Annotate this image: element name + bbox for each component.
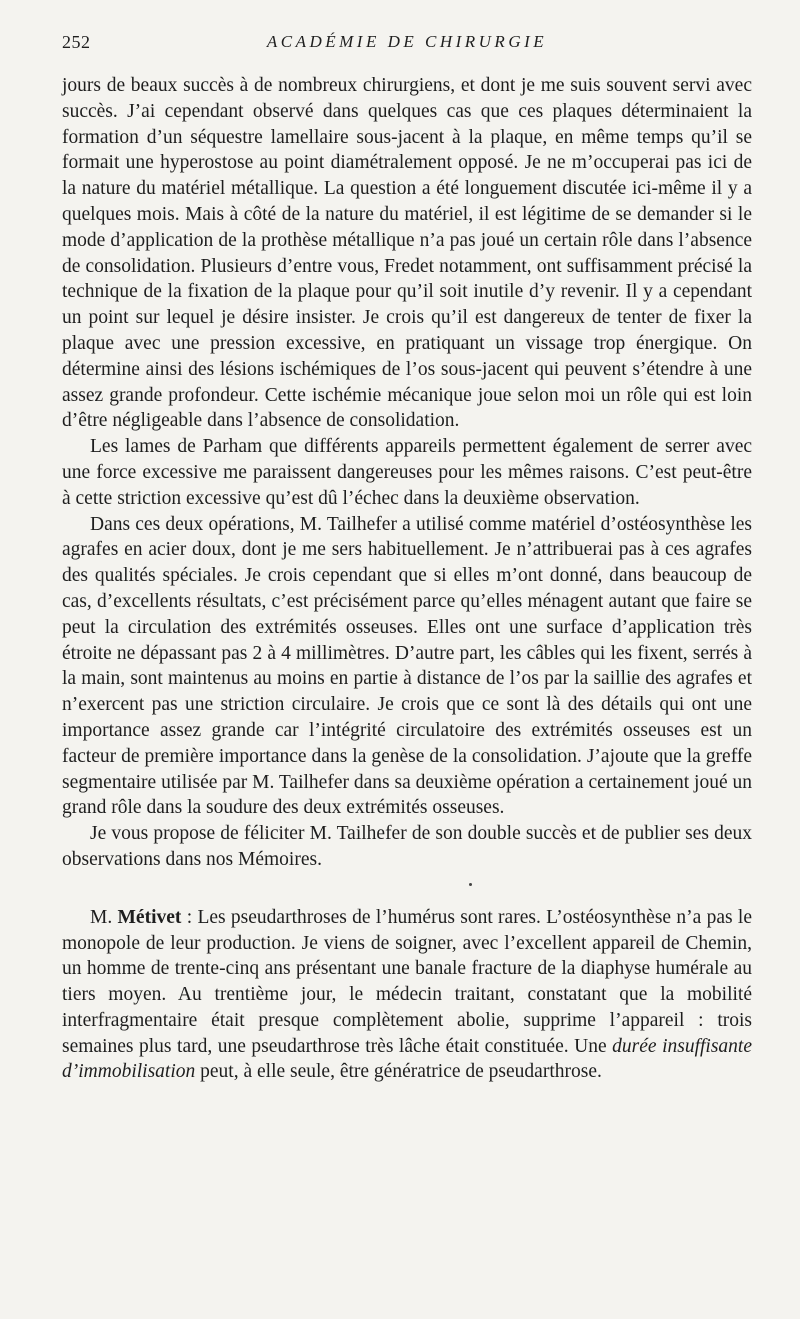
paragraph-conclusion: Je vous propose de féliciter M. Tailhefer de son double succès et de publier ses deux observations dans nos Mémoires. [62,823,752,870]
page-number: 252 [62,32,91,52]
separator-mark [469,883,472,886]
paragraph-parham-plates: Les lames de Parham que différents appareils permettent également de serrer avec une force excessive me paraissent dangereuses pour les mêmes raisons. C’est peut-être à cette striction excessive qu’est dû l’échec dans la deuxième observation. [62,436,752,509]
speaker-name: Métivet [117,906,182,928]
paragraph-metivet [62,905,752,1086]
speaker-prefix: M. [90,906,118,928]
page-header [62,32,752,56]
body-text [62,73,752,1085]
italic-emphasis: durée insuffisante d’immobilisation [62,1035,752,1083]
metivet-text-end: peut, à elle seule, être génératrice de pseudarthrose. [195,1061,602,1083]
paragraph-tailhefer-agrafes: Dans ces deux opérations, M. Tailhefer a utilisé comme matériel d’ostéosynthèse les agrafes en acier doux, dont je me sers habituellement. Je n’attribuerai pas à ces agrafes des qualités spéciales. Je crois cependant que si elles m’ont donné, dans beaucoup de cas, d’excellents résultats, c’est précisément parce qu’elles ménagent autant que faire se peut la circulation des extrémités osseuses. Elles ont une surface d’application très étroite ne dépassant pas 2 à 4 millimètres. D’autre part, les câbles qui les fixent, serrés à la main, sont maintenus au moins en partie à distance de l’os par la saillie des agrafes et n’exercent pas une striction circulaire. Je crois que ce sont là des détails qui ont une importance assez grande car l’intégrité circulatoire des extrémités osseuses est un facteur de première importance dans la genèse de la consolidation. J’ajoute que la greffe segmentaire utilisée par M. Tailhefer dans sa deuxième opération a certainement joué un grand rôle dans la soudure des deux extrémités osseuses. [62,513,752,819]
section-separator [62,873,752,905]
running-head: ACADÉMIE DE CHIRURGIE [266,32,548,51]
paragraph-continuation: jours de beaux succès à de nombreux chirurgiens, et dont je me suis souvent servi avec succès. J’ai cependant observé dans quelques cas que ces plaques déterminaient la formation d’un séquestre lamellaire sous-jacent à la plaque, en même temps qu’il se formait une hyperostose au point diamétralement opposé. Je ne m’occuperai pas ici de la nature du matériel métallique. La question a été longuement discutée ici-même il y a quelques mois. Mais à côté de la nature du matériel, il est légitime de se demander si le mode d’application de la prothèse métallique n’a pas joué un certain rôle dans l’absence de consolidation. Plusieurs d’entre vous, Fredet notamment, ont suffisamment précisé la technique de la fixation de la plaque pour qu’il soit inutile d’y revenir. Il y a cependant un point sur lequel je désire insister. Je crois qu’il est dangereux de tenter de fixer la plaque avec une pression excessive, en pratiquant un vissage trop énergique. On détermine ainsi des lésions ischémiques de l’os sous-jacent qui peuvent s’étendre à une assez grande profondeur. Cette ischémie mécanique joue selon moi un rôle qui est loin d’être négligeable dans l’absence de consolidation. [62,75,752,432]
metivet-text: : Les pseudarthroses de l’humérus sont rares. L’ostéosynthèse n’a pas le monopole de leur production. Je viens de soigner, avec l’excellent appareil de Chemin, un homme de trente-cinq ans présentant une banale fracture de la diaphyse humérale au tiers moyen. Au trentième jour, le médecin traitant, constatant que la mobilité interfragmentaire était presque complètement abolie, supprime l’appareil : trois semaines plus tard, une pseudarthrose très lâche était constituée. Une [62,906,752,1057]
